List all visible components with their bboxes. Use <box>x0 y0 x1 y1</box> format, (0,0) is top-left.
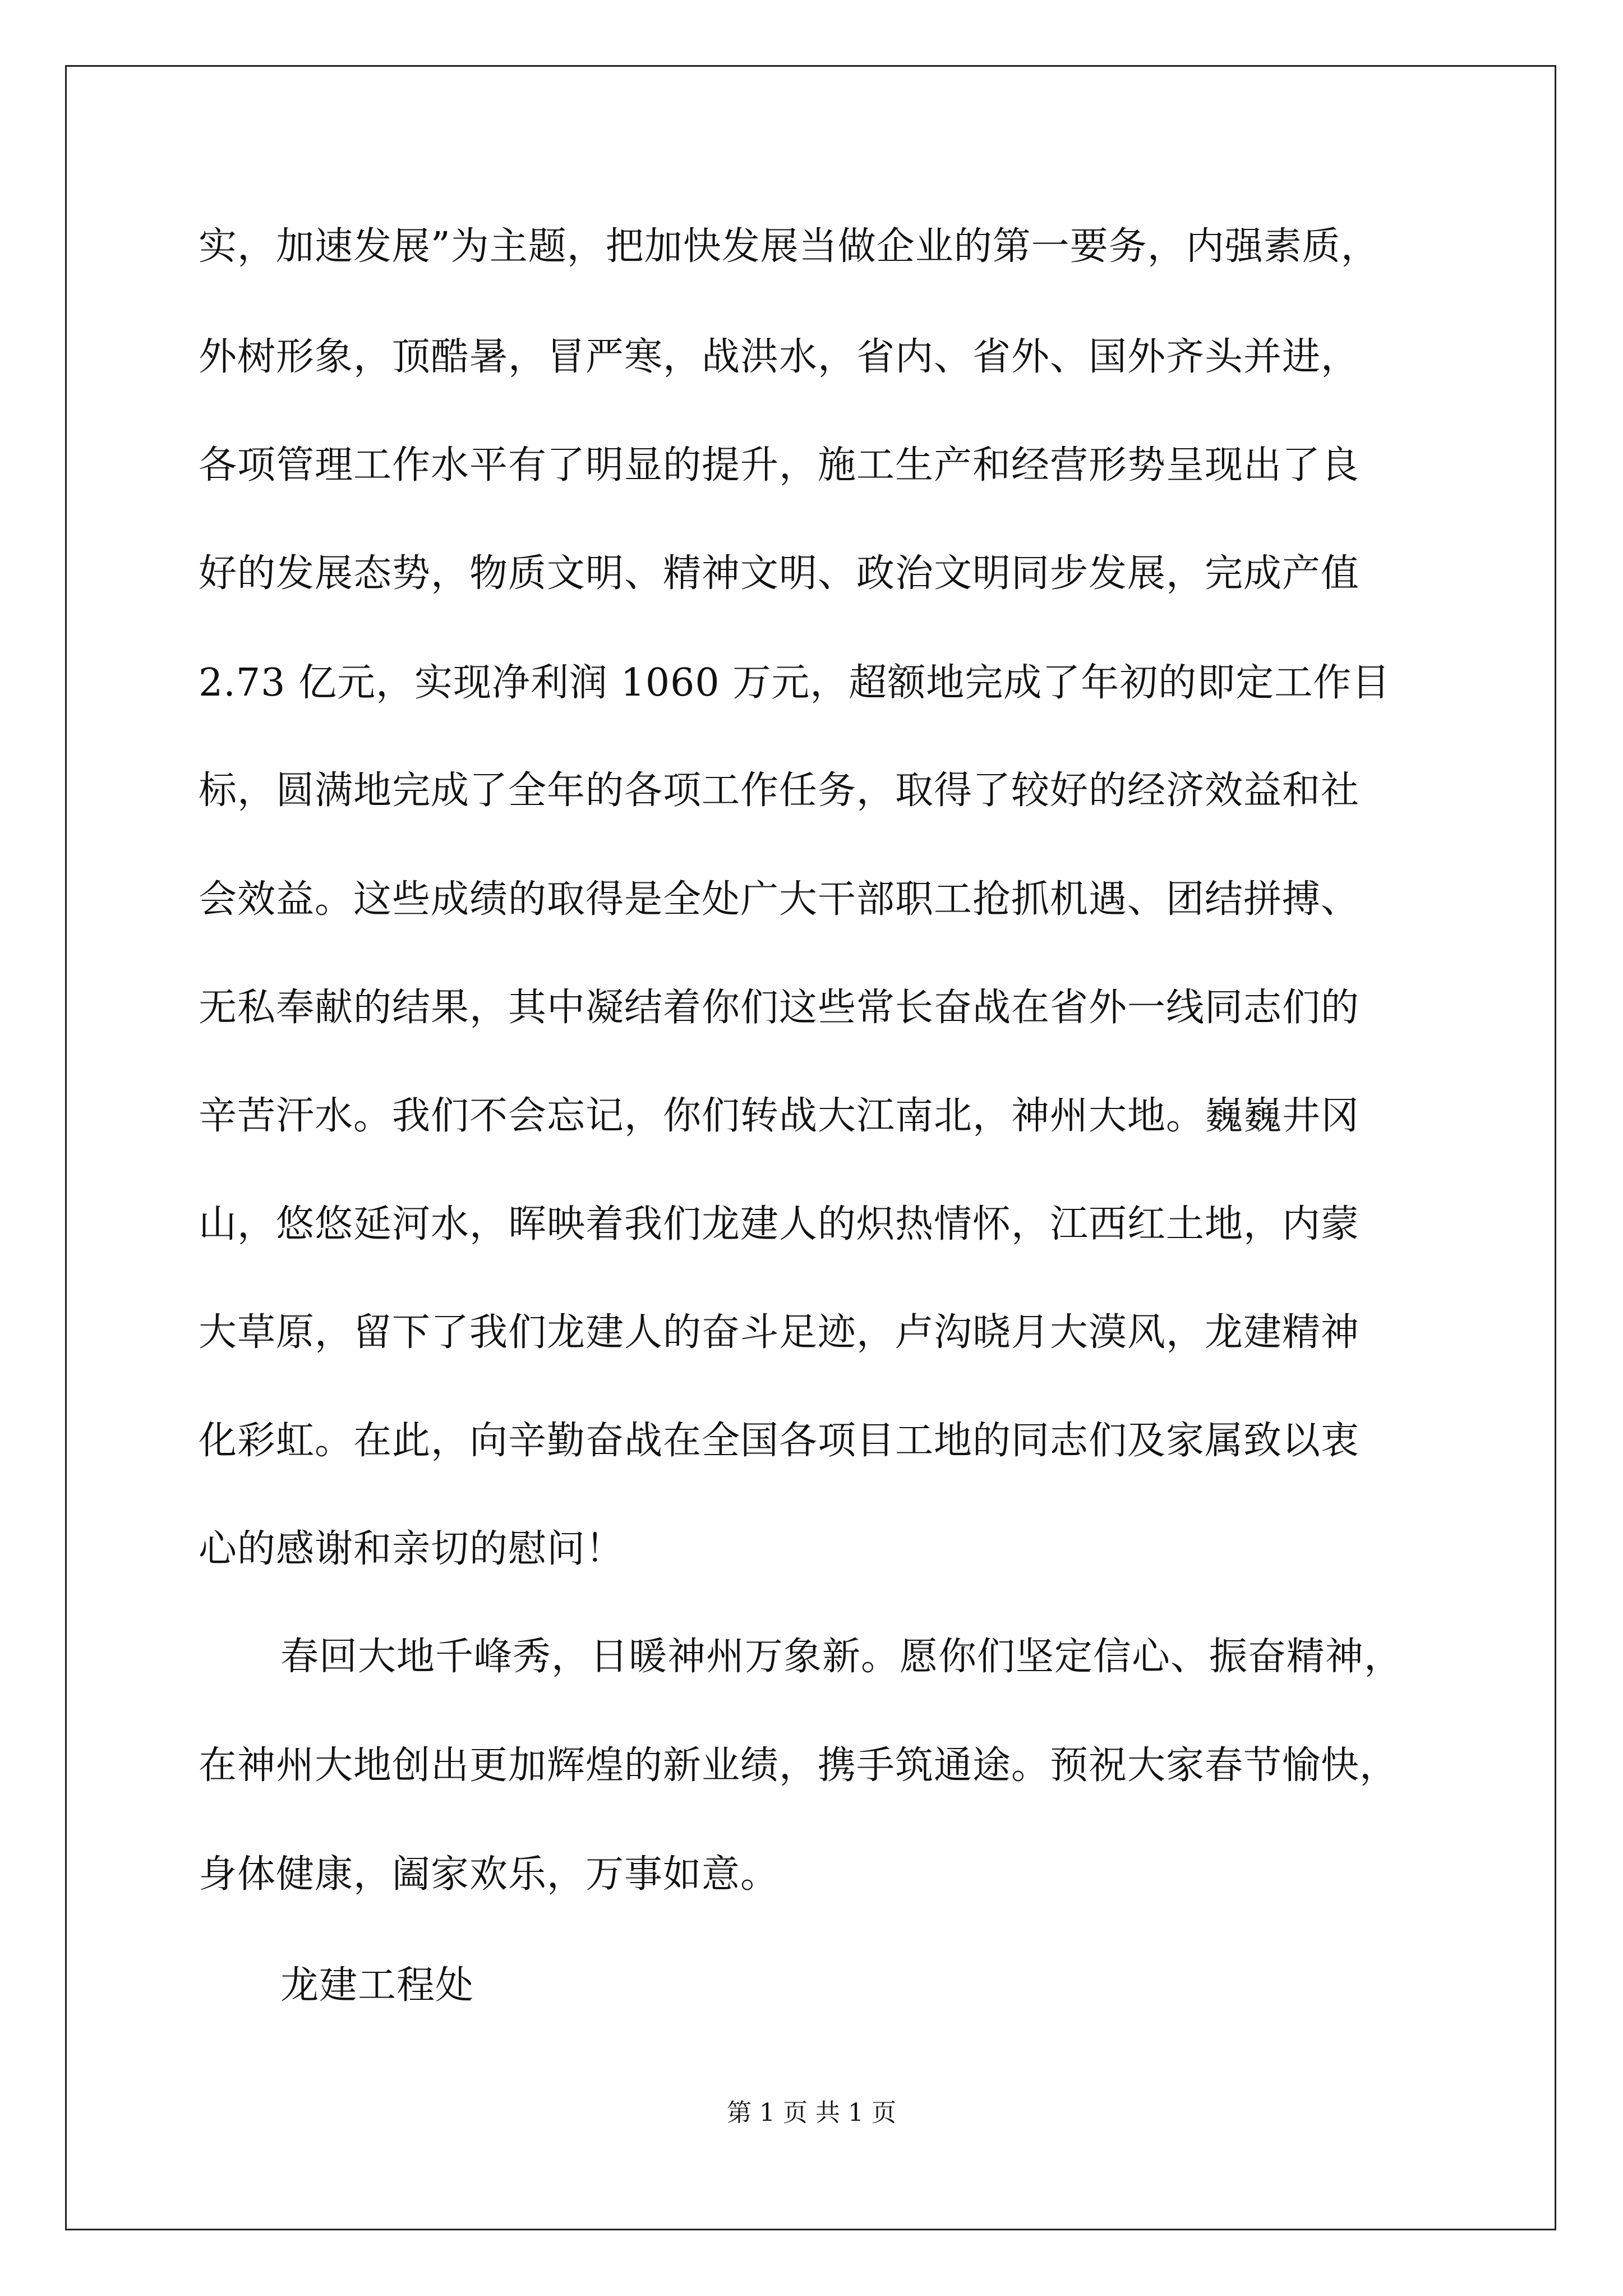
body-text-line: 标，圆满地完成了全年的各项工作任务，取得了较好的经济效益和社 <box>199 769 1360 813</box>
body-text-line: 会效益。这些成绩的取得是全处广大干部职工抢抓机遇、团结拼搏、 <box>199 877 1360 922</box>
body-text-line: 身体健康，阖家欢乐，万事如意。 <box>199 1852 780 1897</box>
body-text-line: 春回大地千峰秀，日暖神州万象新。愿你们坚定信心、振奋精神， <box>280 1635 1403 1679</box>
body-text-line: 大草原，留下了我们龙建人的奋斗足迹，卢沟晓月大漠风，龙建精神 <box>199 1310 1360 1355</box>
body-text-line: 好的发展态势，物质文明、精神文明、政治文明同步发展，完成产值 <box>199 551 1360 596</box>
body-text-line: 辛苦汗水。我们不会忘记，你们转战大江南北，神州大地。巍巍井冈 <box>199 1094 1360 1138</box>
page-number-footer: 第 1 页 共 1 页 <box>727 2099 896 2127</box>
body-text-line: 2.73 亿元，实现净利润 1060 万元，超额地完成了年初的即定工作目 <box>199 661 1391 705</box>
body-text-line: 外树形象，顶酷暑，冒严寒，战洪水，省内、省外、国外齐头并进， <box>199 335 1360 379</box>
body-text-line: 化彩虹。在此，向辛勤奋战在全国各项目工地的同志们及家属致以衷 <box>199 1419 1360 1463</box>
body-text-line: 心的感谢和亲切的慰问！ <box>199 1527 625 1571</box>
signature: 龙建工程处 <box>280 1963 474 2008</box>
body-text-line: 山，悠悠延河水，晖映着我们龙建人的炽热情怀，江西红土地，内蒙 <box>199 1202 1360 1246</box>
body-text-line: 无私奉献的结果，其中凝结着你们这些常长奋战在省外一线同志们的 <box>199 986 1360 1030</box>
body-text-line: 实，加速发展”为主题，把加快发展当做企业的第一要务，内强素质， <box>199 224 1380 269</box>
body-text-line: 各项管理工作水平有了明显的提升，施工生产和经营形势呈现出了良 <box>199 443 1360 487</box>
body-text-line: 在神州大地创出更加辉煌的新业绩，携手筑通途。预祝大家春节愉快， <box>199 1743 1399 1788</box>
page-border <box>65 65 1556 2230</box>
